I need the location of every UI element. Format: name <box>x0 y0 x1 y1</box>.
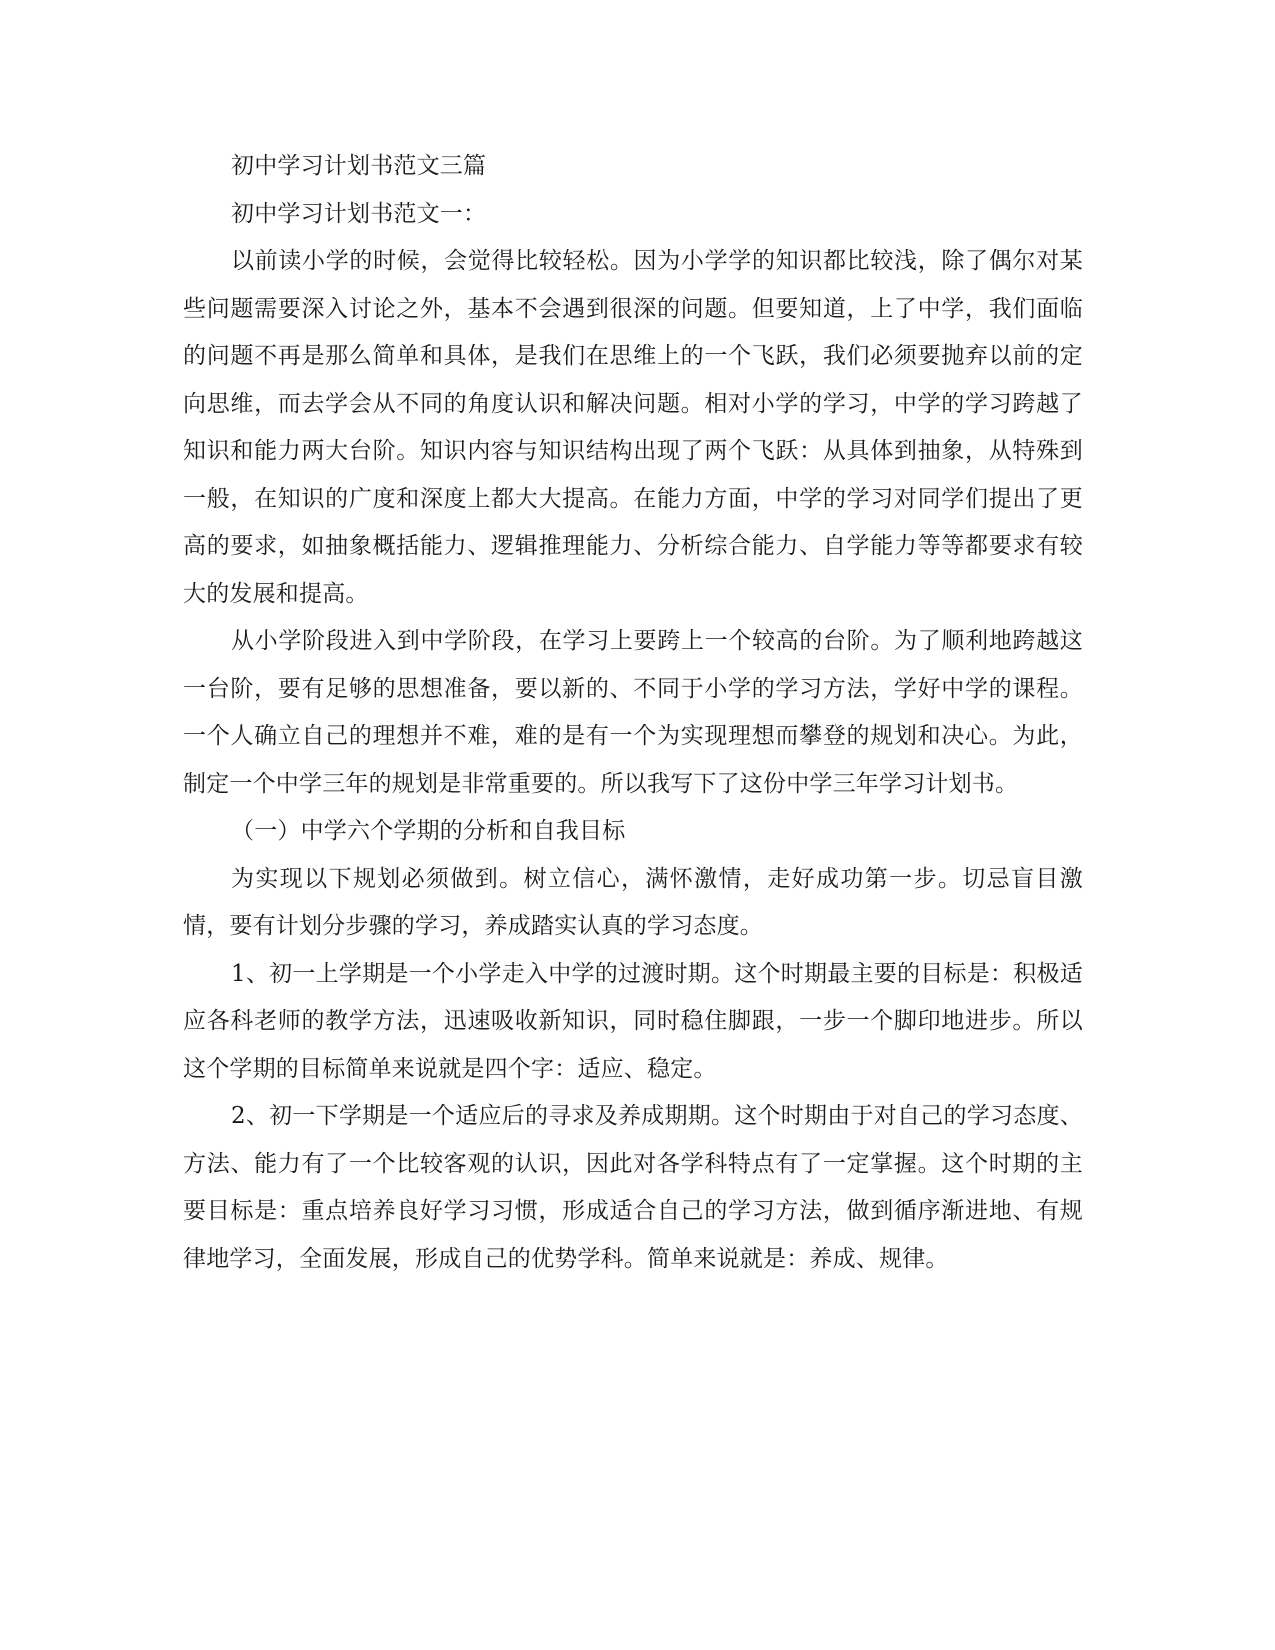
section-heading: （一）中学六个学期的分析和自我目标 <box>231 818 626 844</box>
paragraph-term-1: 1、初一上学期是一个小学走入中学的过渡时期。这个时期最主要的目标是：积极适应各科老师的教学方法，迅速吸收新知识，同时稳住脚跟，一步一个脚印地进步。所以这个学期的目标简单来说就是四个字：适应、稳定。 <box>183 960 1083 1082</box>
document-body <box>183 143 1083 1283</box>
paragraph-term-2: 2、初一下学期是一个适应后的寻求及养成期期。这个时期由于对自己的学习态度、方法、能力有了一个比较客观的认识，因此对各学科特点有了一定掌握。这个时期的主要目标是：重点培养良好学习习惯，形成适合自己的学习方法，做到循序渐进地、有规律地学习，全面发展，形成自己的优势学科。简单来说就是：养成、规律。 <box>183 1103 1083 1272</box>
document-title: 初中学习计划书范文三篇 <box>231 153 487 179</box>
paragraph-transition: 从小学阶段进入到中学阶段，在学习上要跨上一个较高的台阶。为了顺利地跨越这一台阶，要有足够的思想准备，要以新的、不同于小学的学习方法，学好中学的课程。一个人确立自己的理想并不难，难的是有一个为实现理想而攀登的规划和决心。为此，制定一个中学三年的规划是非常重要的。所以我写下了这份中学三年学习计划书。 <box>183 628 1083 797</box>
paragraph-intro: 以前读小学的时候，会觉得比较轻松。因为小学学的知识都比较浅，除了偶尔对某些问题需要深入讨论之外，基本不会遇到很深的问题。但要知道，上了中学，我们面临的问题不再是那么简单和具体，是我们在思维上的一个飞跃，我们必须要抛弃以前的定向思维，而去学会从不同的角度认识和解决问题。相对小学的学习，中学的学习跨越了知识和能力两大台阶。知识内容与知识结构出现了两个飞跃：从具体到抽象，从特殊到一般，在知识的广度和深度上都大大提高。在能力方面，中学的学习对同学们提出了更高的要求，如抽象概括能力、逻辑推理能力、分析综合能力、自学能力等等都要求有较大的发展和提高。 <box>183 248 1083 607</box>
document-subtitle: 初中学习计划书范文一： <box>231 200 487 227</box>
paragraph-requirements: 为实现以下规划必须做到。树立信心，满怀激情，走好成功第一步。切忌盲目激情，要有计划分步骤的学习，养成踏实认真的学习态度。 <box>183 865 1083 939</box>
